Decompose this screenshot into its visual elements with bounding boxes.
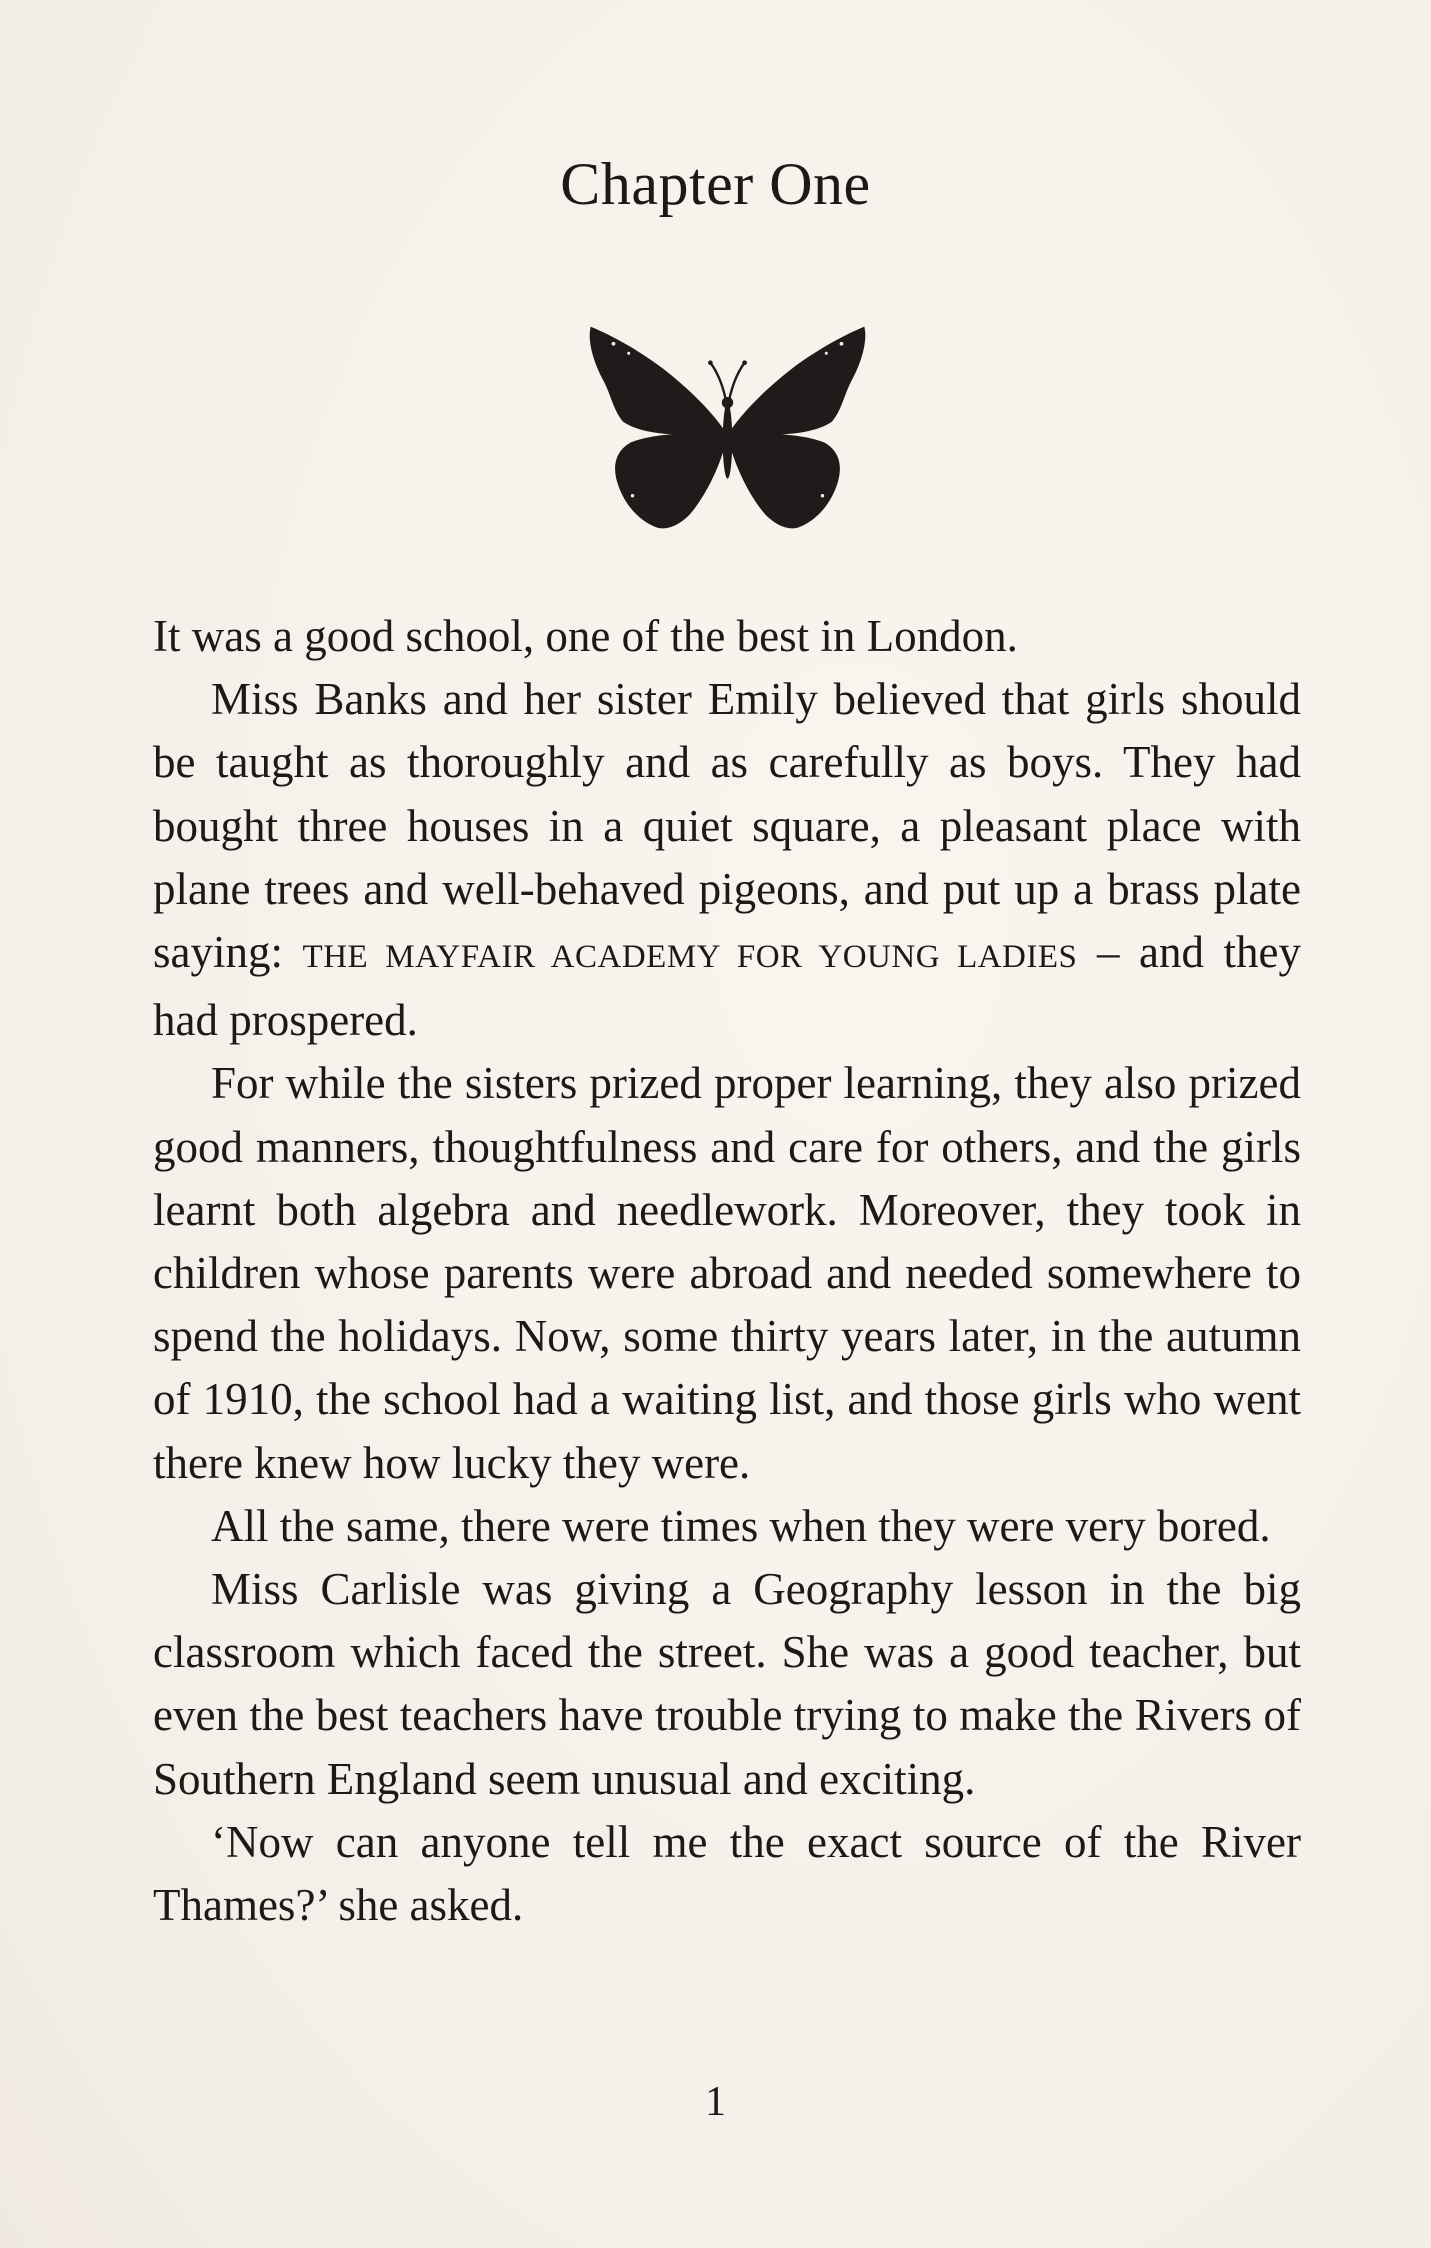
page-number: 1 <box>705 2079 726 2125</box>
paragraph-2 <box>153 668 1301 1052</box>
paragraph-4: All the same, there were times when they were very bored. <box>211 1500 1271 1551</box>
paragraph-5: Miss Carlisle was giving a Geography lesson in the big classroom which faced the street. She was a good teacher, but even the best teachers have trouble trying to make the Rivers of Southern England seem unusual and exciting. <box>153 1564 1301 1804</box>
brass-plate-text: THE MAYFAIR ACADEMY FOR YOUNG LADIES <box>302 939 1078 976</box>
chapter-title: Chapter One <box>560 151 871 217</box>
paragraph-2-text: Miss Banks and her sister Emily believed that girls should be taught as thoroughly and as carefully as boys. They had bought three houses in a quiet square, a pleasant place with plane trees and well-behaved pigeons, and put up a brass plate saying: <box>153 674 1301 978</box>
chapter-body <box>153 605 1301 1937</box>
paragraph-6: ‘Now can anyone tell me the exact source of the River Thames?’ she asked. <box>153 1816 1301 1931</box>
paragraph-2-end: – and they had prospered. <box>153 927 1301 1046</box>
paragraph-1: It was a good school, one of the best in London. <box>153 611 1018 661</box>
paragraph-3: For while the sisters prized proper learning, they also prized good manners, thoughtfulness and care for others, and the girls learnt both algebra and needlework. Moreover, they took in children whose parents were abroad and needed somewhere to spend the holidays. Now, some thirty years later, in the autumn of 1910, the school had a waiting list, and those girls who went there knew how lucky they were. <box>153 1058 1301 1488</box>
butterfly-icon <box>585 312 870 537</box>
